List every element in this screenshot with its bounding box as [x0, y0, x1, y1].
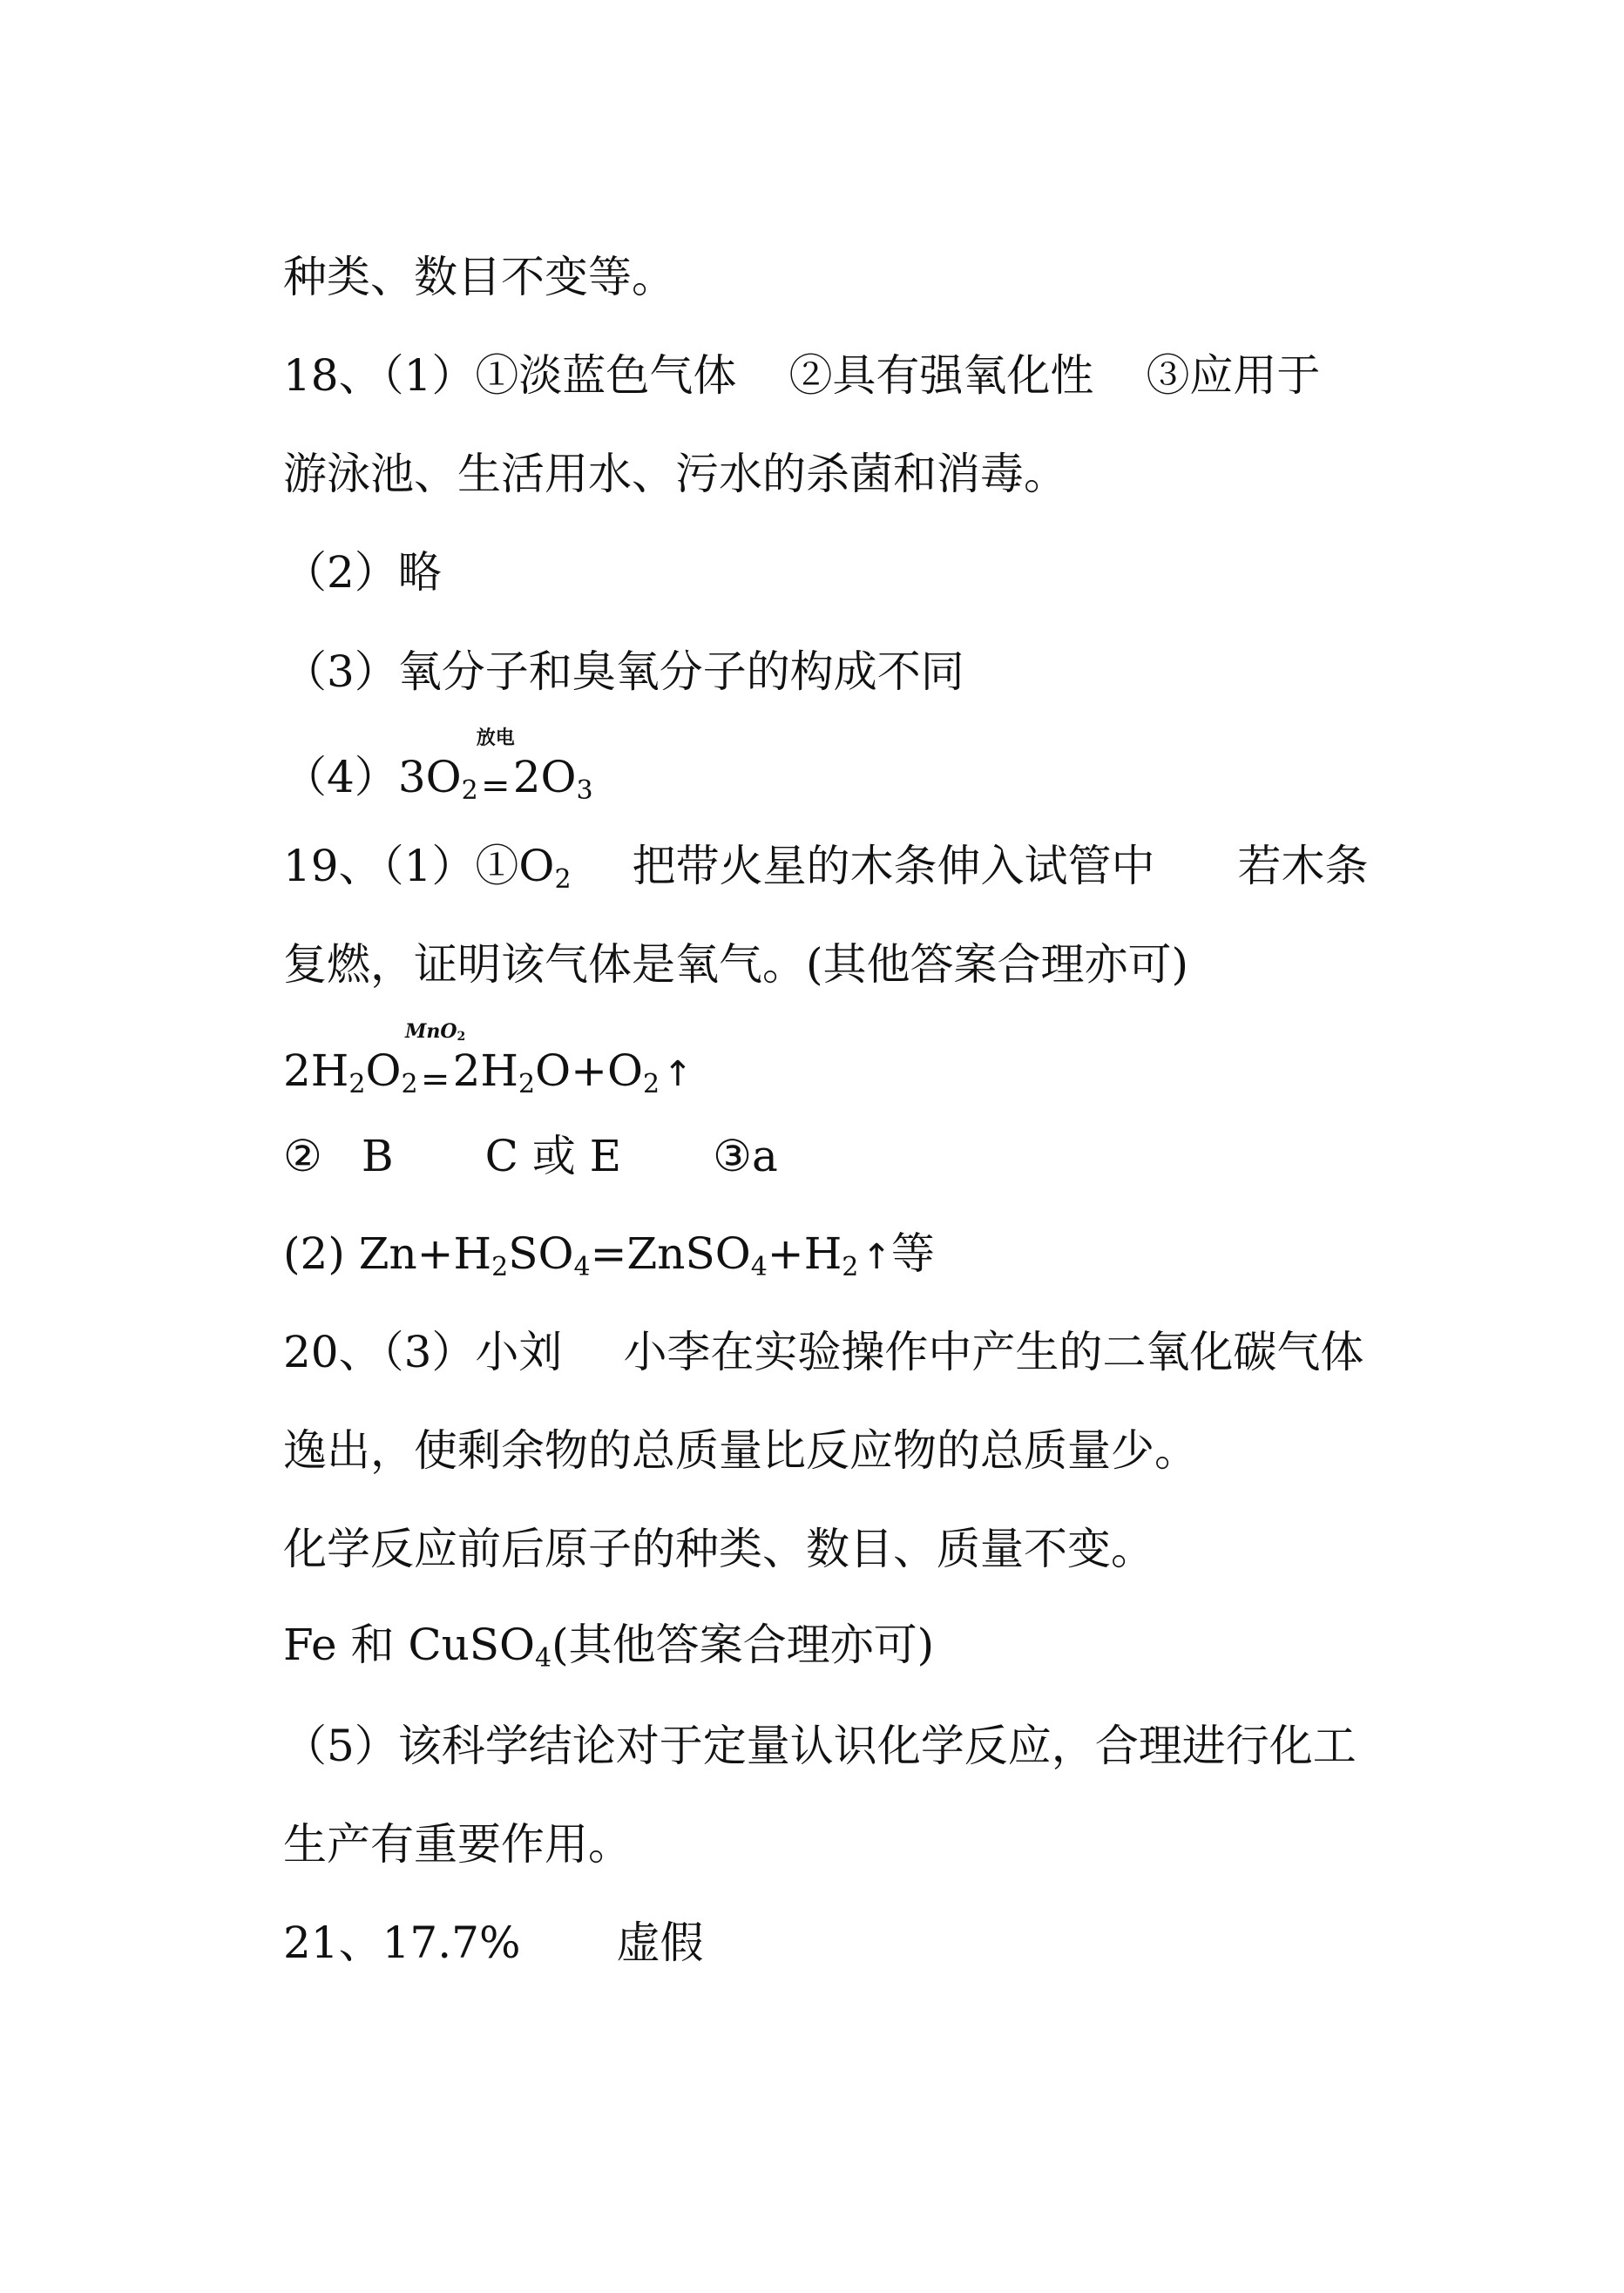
eq-term: +H [767, 1228, 842, 1279]
line-q21 [283, 1917, 703, 1969]
eq-term: O+O [535, 1045, 644, 1096]
line-q19-conclusion [283, 938, 1188, 991]
product: 2O [512, 752, 577, 802]
line-types-unchanged [283, 251, 675, 303]
eq-sub: 2 [348, 1069, 366, 1099]
line-q20-5 [283, 1720, 1357, 1772]
line-q19-2-equation [283, 1228, 935, 1283]
answer-b: B [361, 1131, 394, 1181]
condition-label: 放电 [476, 727, 515, 749]
answer-c-or-e: C 或 E [484, 1131, 622, 1181]
eq-term: =ZnSO [590, 1228, 751, 1279]
reactant-subscript: 2 [461, 775, 478, 806]
catalyst-subscript: 2 [457, 1030, 466, 1044]
text: 复燃，证明该气体是氧气。(其他答案合理亦可) [283, 939, 1189, 990]
prefix: （4） [283, 752, 398, 802]
text: （5）该科学结论对于定量认识化学反应，合理进行化工 [283, 1721, 1357, 1771]
q19-prefix: 19、（1）①O [283, 841, 555, 891]
gas-arrow-icon: ↑ [862, 1237, 891, 1277]
eq-term: 2H [452, 1045, 519, 1096]
eq-sub: 2 [401, 1069, 418, 1099]
product-subscript: 3 [576, 775, 593, 806]
line-q18-2 [283, 546, 442, 599]
line-q20-5-cont [283, 1818, 632, 1870]
eq-tail: 等 [890, 1228, 935, 1279]
item-3: ③a [713, 1131, 778, 1181]
q18-part2: ②具有强氧化性 [788, 350, 1094, 401]
gas-arrow-icon: ↑ [663, 1054, 693, 1094]
text: 种类、数目不变等。 [283, 252, 675, 302]
eq-sub: 2 [518, 1069, 536, 1099]
text: 逸出，使剩余物的总质量比反应物的总质量少。 [283, 1425, 1198, 1476]
text: 化学反应前后原子的种类、数目、质量不变。 [283, 1524, 1154, 1574]
eq-sub: 2 [842, 1252, 859, 1282]
line-q20-law [283, 1523, 1154, 1575]
q18-part3: ③应用于 [1146, 350, 1321, 401]
item-2: ② [283, 1131, 322, 1181]
q19-method: 把带火星的木条伸入试管中 [632, 841, 1155, 891]
reagent-subscript: 4 [535, 1643, 552, 1674]
catalyst-formula: MnO [404, 1020, 457, 1043]
line-q18-uses [283, 448, 1067, 500]
text: （2）略 [283, 547, 442, 598]
eq-term: (2) Zn+H [283, 1228, 492, 1279]
text: 游泳池、生活用水、污水的杀菌和消毒。 [283, 449, 1067, 499]
o2-subscript: 2 [554, 864, 572, 895]
q18-part1: 18、（1）①淡蓝色气体 [283, 350, 737, 401]
line-q18-4-equation [283, 727, 593, 807]
reaction-condition [476, 727, 515, 807]
line-q19-apparatus [283, 1130, 778, 1182]
q21-verdict: 虚假 [616, 1918, 704, 1968]
q20-prefix: 20、（3）小刘 [283, 1327, 563, 1377]
reactant: 3O [397, 752, 462, 802]
eq-term: 2H [283, 1045, 349, 1096]
line-q20-3 [283, 1326, 1363, 1378]
line-q18-3 [283, 646, 964, 698]
equals-sign: = [480, 766, 511, 806]
eq-sub: 2 [491, 1252, 509, 1282]
eq-term: SO [508, 1228, 574, 1279]
text: （3）氧分子和臭氧分子的构成不同 [283, 646, 964, 697]
equals-sign: = [420, 1059, 450, 1099]
q21-value: 21、17.7% [283, 1918, 521, 1968]
q19-condition: 若木条 [1237, 841, 1369, 891]
line-q19-1 [283, 840, 1369, 895]
line-q20-reason-cont [283, 1424, 1198, 1477]
eq-sub: 2 [643, 1069, 660, 1099]
reagents: Fe 和 CuSO [283, 1620, 536, 1670]
note: (其他答案合理亦可) [551, 1620, 935, 1670]
eq-sub: 4 [750, 1252, 768, 1282]
eq-term: O [365, 1045, 402, 1096]
line-q18-1 [283, 349, 1320, 402]
catalyst-label [404, 1020, 466, 1044]
eq-sub: 4 [573, 1252, 591, 1282]
line-q20-example [283, 1619, 935, 1674]
text: 生产有重要作用。 [283, 1819, 632, 1870]
q20-reason: 小李在实验操作中产生的二氧化碳气体 [623, 1327, 1364, 1377]
catalyst-condition [404, 1020, 466, 1100]
line-h2o2-equation [283, 1020, 693, 1100]
